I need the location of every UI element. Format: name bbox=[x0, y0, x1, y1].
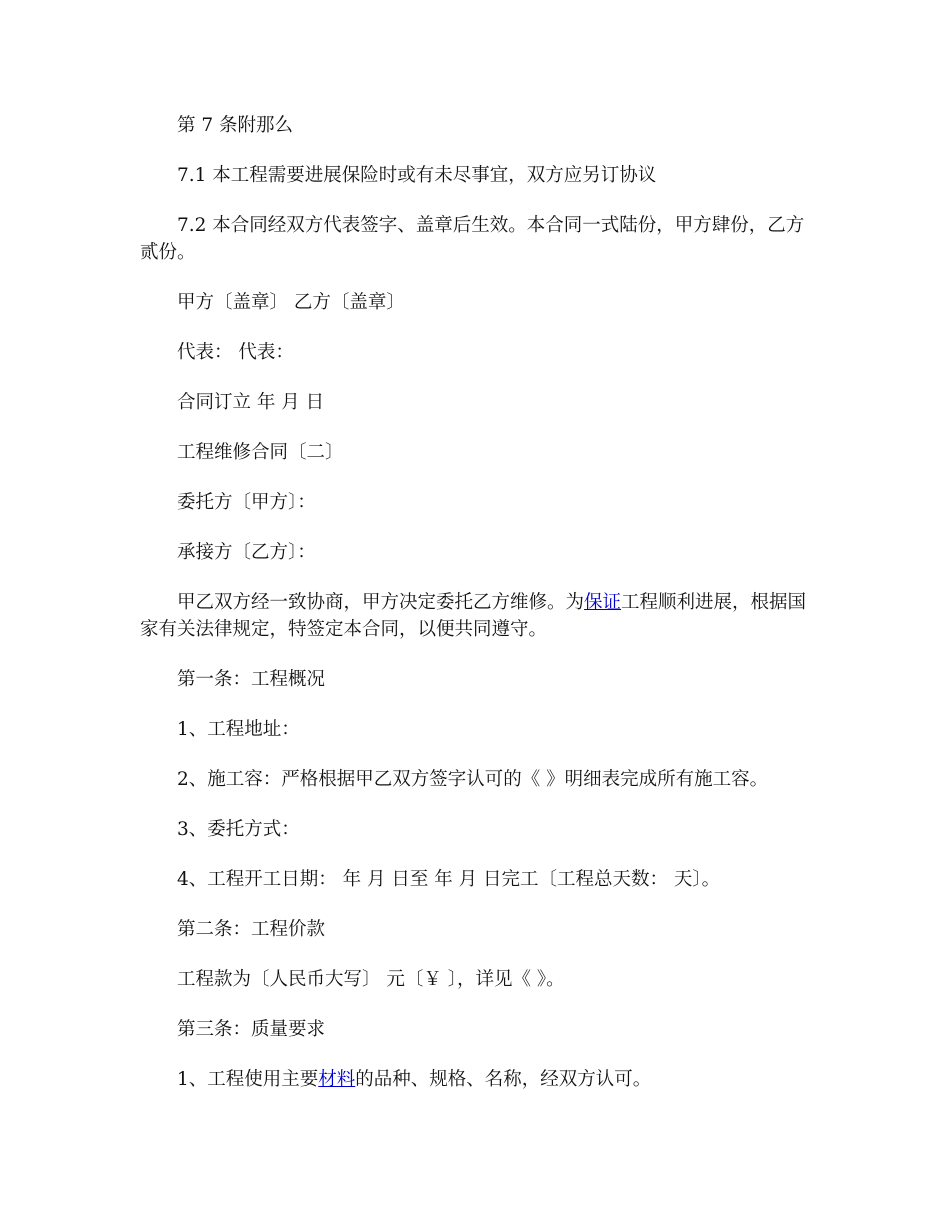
materials-text-after: 的品种、规格、名称，经双方认可。 bbox=[355, 1069, 652, 1090]
materials-link[interactable]: 材料 bbox=[318, 1069, 356, 1090]
contract-title: 工程维修合同〔二〕 bbox=[177, 442, 344, 463]
party-seal-line: 甲方〔盖章〕 乙方〔盖章〕 bbox=[177, 292, 405, 313]
project-price-line: 工程款为〔人民币大写〕 元〔￥ 〕，详见《 》。 bbox=[177, 969, 565, 990]
item-materials bbox=[140, 1066, 812, 1093]
item-start-date: 4、工程开工日期： 年 月 日至 年 月 日完工〔工程总天数： 天〕。 bbox=[177, 869, 721, 890]
materials-text-before: 1、工程使用主要 bbox=[177, 1069, 319, 1090]
guarantee-link[interactable]: 保证 bbox=[584, 592, 622, 613]
article-2-heading: 第二条：工程价款 bbox=[177, 919, 326, 940]
preamble-paragraph bbox=[140, 589, 812, 643]
representative-line: 代表： 代表： bbox=[177, 342, 294, 363]
clause-7-1: 7.1 本工程需要进展保险时或有未尽事宜，双方应另订协议 bbox=[177, 165, 657, 186]
article-1-heading: 第一条：工程概况 bbox=[177, 669, 326, 690]
item-construction-content: 2、施工容：严格根据甲乙双方签字认可的《 》明细表完成所有施工容。 bbox=[177, 769, 769, 790]
preamble-text-after: 工程顺利进展，根据国家有关法律规定，特签定本合同，以便共同遵守。 bbox=[140, 592, 807, 640]
article-3-heading: 第三条：质量要求 bbox=[177, 1019, 326, 1040]
contractor-party-line: 承接方〔乙方〕： bbox=[177, 542, 316, 563]
preamble-text-before: 甲乙双方经一致协商，甲方决定委托乙方维修。为 bbox=[177, 592, 585, 613]
contract-date-line: 合同订立 年 月 日 bbox=[177, 392, 325, 413]
clause-7-2: 7.2 本合同经双方代表签字、盖章后生效。本合同一式陆份，甲方肆份，乙方贰份。 bbox=[140, 215, 805, 263]
item-commission-method: 3、委托方式： bbox=[177, 819, 300, 840]
document-page bbox=[140, 112, 812, 1116]
article-7-heading: 第 7 条附那么 bbox=[177, 115, 294, 136]
client-party-line: 委托方〔甲方〕： bbox=[177, 492, 316, 513]
item-project-address: 1、工程地址： bbox=[177, 719, 300, 740]
